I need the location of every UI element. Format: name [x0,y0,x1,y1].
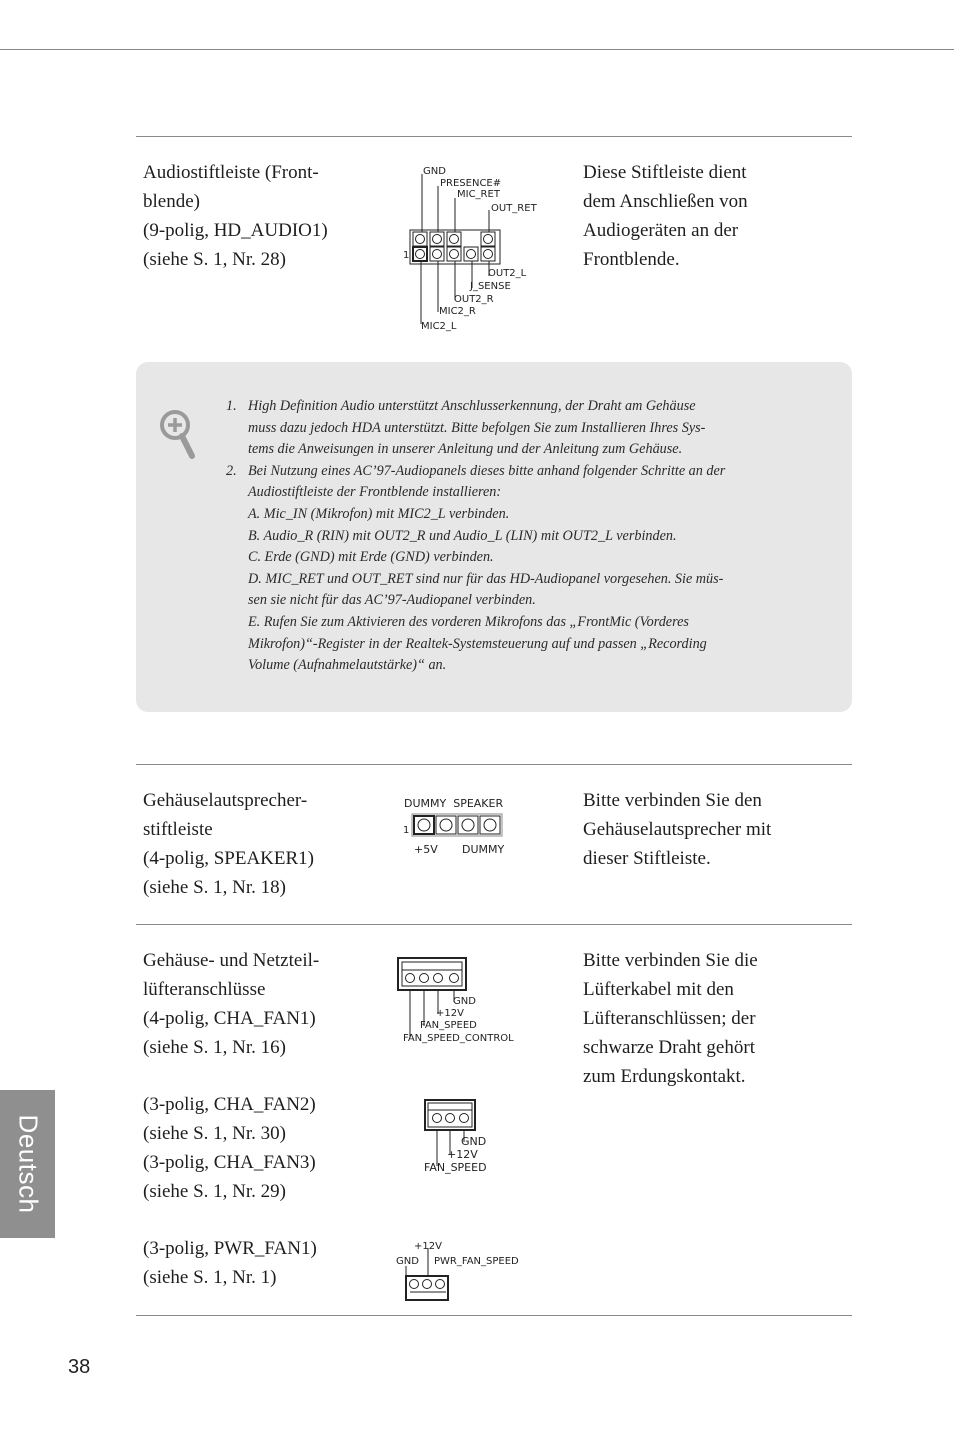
note-item: 1. High Definition Audio unterstützt Anschlusserkennung, der Draht am Gehäuse muss dazu jedoch HDA unterstützt. Bitte befolgen Sie zum Installieren Ihres Sys- tems die Anweisungen in unserer Anleitung und der Anleitung zum Gehäuse. [226,398,706,458]
language-side-tab-label: Deutsch [13,1114,43,1214]
pin-one-marker: 1 [403,250,410,261]
speaker-header-description: Bitte verbinden Sie den Gehäuselautsprecher mit dieser Stiftleiste. [583,790,772,869]
pin-label-presence: PRESENCE# [440,178,502,189]
pin-label-mic2-r: MIC2_R [439,306,476,317]
speaker-header-title: Gehäuselautsprecher- stiftleiste (4-polig, SPEAKER1) (siehe S. 1, Nr. 18) [143,790,314,898]
note-item: 2. Bei Nutzung eines AC’97-Audiopanels dieses bitte anhand folgender Schritte an der Audiostiftleiste der Frontblende installieren: A. Mic_IN (Mikrofon) mit MIC2_L verbinden. B. Audio_R (RIN) mit OUT2_R und Audio_L (LIN) mit OUT2_L verbinden. C. Erde (GND) mit Erde (GND) verbinden. D. MIC_RET und OUT_RET sind nur für das HD-Audiopanel vorgesehen. Sie müs- sen sie nicht für das AC’97-Audiopanel verbinden. E. Rufen Sie zum Aktivieren des vorderen Mikrofons das „FrontMic (Vorderes Mikrofon)“-Register in der Realtek-Systemsteuerung auf und passen „Recording Volume (Aufnahmelautstärke)“ an. [226,462,726,674]
fan-header-title-pwr: (3-polig, PWR_FAN1) (siehe S. 1, Nr. 1) [143,1238,317,1288]
pin-label-out2-l: OUT2_L [488,268,527,279]
audio-header-title: Audiostiftleiste (Front- blende) (9-polig, HD_AUDIO1) (siehe S. 1, Nr. 28) [143,162,328,270]
fan3-label-fan-speed: FAN_SPEED [424,1161,487,1174]
magnifier-plus-icon [158,408,198,462]
audio-header-description: Diese Stiftleiste dient dem Anschließen von Audiogeräten an der Frontblende. [583,162,748,270]
pwr-label-fan-speed: PWR_FAN_SPEED [434,1256,519,1267]
page-number: 38 [68,1356,91,1378]
pin-label-out2-r: OUT2_R [454,294,494,305]
section-rule-fans [136,924,852,925]
fan-header-description: Bitte verbinden Sie die Lüfterkabel mit den Lüfteranschlüssen; der schwarze Draht gehört zum Erdungskontakt. [583,950,758,1087]
hd-audio-pin-diagram [395,160,555,340]
pin-label-gnd: GND [423,166,446,177]
fan3-label-12v: +12V [447,1148,478,1161]
pin-label-j-sense: J_SENSE [470,281,511,292]
pwr-label-gnd: GND [396,1256,419,1267]
speaker-label-dummy: DUMMY [462,843,505,856]
section-rule-audio [136,136,852,137]
fan4-label-fan-speed-control: FAN_SPEED_CONTROL [403,1033,514,1044]
cha-fan1-pin-diagram [396,956,526,1046]
pin-label-mic2-l: MIC2_L [421,321,457,332]
speaker-label-plus5v: +5V [414,843,438,856]
header-rule [0,49,954,50]
section-rule-speaker [136,764,852,765]
language-side-tab [0,1090,55,1238]
pin-label-out-ret: OUT_RET [491,203,537,214]
speaker-label-top: DUMMY SPEAKER [404,797,504,810]
cha-fan2-3-pin-diagram [420,1098,530,1178]
fan3-label-gnd: GND [461,1135,487,1148]
pwr-fan1-pin-diagram [394,1240,534,1304]
fan-header-title-3pin: (3-polig, CHA_FAN2) (siehe S. 1, Nr. 30) (3-polig, CHA_FAN3) (siehe S. 1, Nr. 29) [143,1094,316,1202]
section-rule-bottom [136,1315,852,1316]
pin-label-mic-ret: MIC_RET [457,189,500,200]
speaker-pin-one: 1 [403,825,410,836]
speaker-pin-diagram [398,794,528,858]
fan-header-title: Gehäuse- und Netzteil- lüfteranschlüsse (4-polig, CHA_FAN1) (siehe S. 1, Nr. 16) [143,950,320,1058]
note-text [226,396,796,677]
pwr-label-12v: +12V [414,1241,442,1252]
fan4-label-gnd: GND [453,996,476,1007]
fan4-label-12v: +12V [436,1008,464,1019]
fan4-label-fan-speed: FAN_SPEED [420,1020,477,1031]
